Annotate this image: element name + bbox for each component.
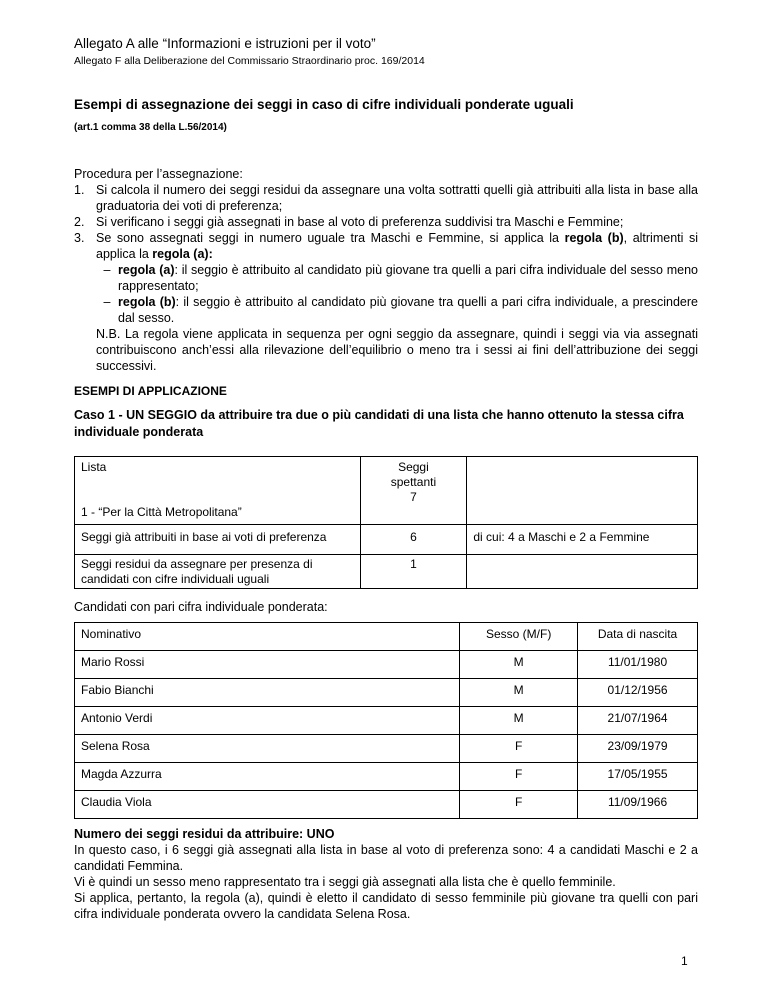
seats-header-line-1: Seggi: [398, 460, 429, 474]
candidate-sex: F: [460, 791, 578, 819]
list-name: 1 - “Per la Città Metropolitana”: [81, 505, 242, 519]
list-label: Lista: [81, 460, 107, 474]
rule-a-item: [96, 262, 698, 294]
candidate-name: Antonio Verdi: [75, 707, 460, 735]
seats-due-value: 7: [410, 490, 417, 504]
procedure-intro: Procedura per l’assegnazione:: [74, 167, 243, 181]
step-text: Se sono assegnati seggi in numero uguale tra Maschi e Femmine, si applica la regola (b), altrimenti si applica la regola (a):: [96, 231, 699, 261]
candidate-sex: M: [460, 679, 578, 707]
document-title: Esempi di assegnazione dei seggi in caso di cifre individuali ponderate uguali: [74, 97, 574, 112]
table-row: [75, 651, 698, 679]
assigned-seats-label: Seggi già attribuiti in base ai voti di preferenza: [75, 525, 361, 555]
table-row: [75, 791, 698, 819]
header-line-1: Allegato A alle “Informazioni e istruzioni per il voto”: [74, 36, 376, 51]
step-text: Si calcola il numero dei seggi residui da assegnare una volta sottratti quelli già attribuiti alla lista in base alla graduatoria dei voti di preferenza;: [96, 183, 698, 213]
procedure-step-1: [74, 182, 698, 214]
assigned-seats-value: 6: [360, 525, 467, 555]
table-row: [75, 707, 698, 735]
empty-cell: [467, 555, 698, 589]
candidate-birthdate: 11/01/1980: [578, 651, 698, 679]
candidate-sex: F: [460, 735, 578, 763]
candidate-name: Fabio Bianchi: [75, 679, 460, 707]
table-header-row: [75, 623, 698, 651]
step-number: 2.: [74, 215, 85, 229]
dash-bullet: –: [103, 295, 111, 309]
result-heading: Numero dei seggi residui da attribuire: UNO: [74, 827, 335, 841]
result-line-2: Vi è quindi un sesso meno rappresentato tra i seggi già assegnati alla lista che è quello femminile.: [74, 875, 616, 889]
candidate-birthdate: 21/07/1964: [578, 707, 698, 735]
assigned-seats-note: di cui: 4 a Maschi e 2 a Femmine: [467, 525, 698, 555]
procedure-section: [74, 166, 698, 374]
table-row: [75, 735, 698, 763]
candidate-sex: M: [460, 707, 578, 735]
dash-bullet: –: [103, 263, 111, 277]
seats-table: [74, 456, 698, 589]
candidates-label: Candidati con pari cifra individuale ponderata:: [74, 600, 328, 614]
document-subtitle: (art.1 comma 38 della L.56/2014): [74, 122, 227, 133]
candidate-name: Claudia Viola: [75, 791, 460, 819]
list-cell: [75, 457, 361, 525]
result-section: [74, 826, 698, 922]
candidates-table: [74, 622, 698, 819]
procedure-note: N.B. La regola viene applicata in sequenza per ogni seggio da assegnare, quindi i seggi via via assegnati contribuiscono anch’essi alla rilevazione dell’equilibrio o meno tra i sessi ai fini dell’attribuzione dei seggi successivi.: [96, 327, 698, 373]
column-header: Data di nascita: [578, 623, 698, 651]
case-1-heading: Caso 1 - UN SEGGIO da attribuire tra due o più candidati di una lista che hanno ottenuto la stessa cifra individuale ponderata: [74, 408, 684, 439]
candidate-sex: F: [460, 763, 578, 791]
candidate-name: Mario Rossi: [75, 651, 460, 679]
step-text: Si verificano i seggi già assegnati in base al voto di preferenza suddivisi tra Maschi e Femmine;: [96, 215, 624, 229]
residual-seats-value: 1: [360, 555, 467, 589]
column-header: Nominativo: [75, 623, 460, 651]
candidate-birthdate: 11/09/1966: [578, 791, 698, 819]
candidate-sex: M: [460, 651, 578, 679]
candidate-birthdate: 17/05/1955: [578, 763, 698, 791]
empty-cell: [467, 457, 698, 525]
result-line-3: Si applica, pertanto, la regola (a), quindi è eletto il candidato di sesso femminile più giovane tra quelli con pari cifra individuale ponderata ovvero la candidata Selena Rosa.: [74, 891, 698, 921]
residual-seats-label: Seggi residui da assegnare per presenza di candidati con cifre individuali uguali: [75, 555, 361, 589]
rule-b-item: [96, 294, 698, 326]
candidate-name: Magda Azzurra: [75, 763, 460, 791]
examples-heading: ESEMPI DI APPLICAZIONE: [74, 384, 227, 398]
procedure-step-2: [74, 214, 698, 230]
procedure-step-3: [74, 230, 698, 262]
step-number: 1.: [74, 183, 85, 197]
table-row: [75, 679, 698, 707]
rule-a-text: regola (a): il seggio è attribuito al candidato più giovane tra quelli a pari cifra individuale del sesso meno rappresentato;: [118, 263, 699, 293]
result-line-1: In questo caso, i 6 seggi già assegnati alla lista in base al voto di preferenza sono: 4 a candidati Maschi e 2 a candidati Femmina.: [74, 843, 698, 873]
table-row: [75, 763, 698, 791]
seats-header-line-2: spettanti: [390, 475, 437, 489]
header-line-2: Allegato F alla Deliberazione del Commissario Straordinario proc. 169/2014: [74, 55, 425, 67]
page-number: 1: [681, 954, 688, 968]
seats-due-cell: [360, 457, 467, 525]
candidate-name: Selena Rosa: [75, 735, 460, 763]
candidate-birthdate: 23/09/1979: [578, 735, 698, 763]
rule-b-text: regola (b): il seggio è attribuito al candidato più giovane tra quelli a pari cifra individuale, a prescindere dal sesso.: [118, 295, 698, 325]
column-header: Sesso (M/F): [460, 623, 578, 651]
candidate-birthdate: 01/12/1956: [578, 679, 698, 707]
step-number: 3.: [74, 231, 85, 245]
